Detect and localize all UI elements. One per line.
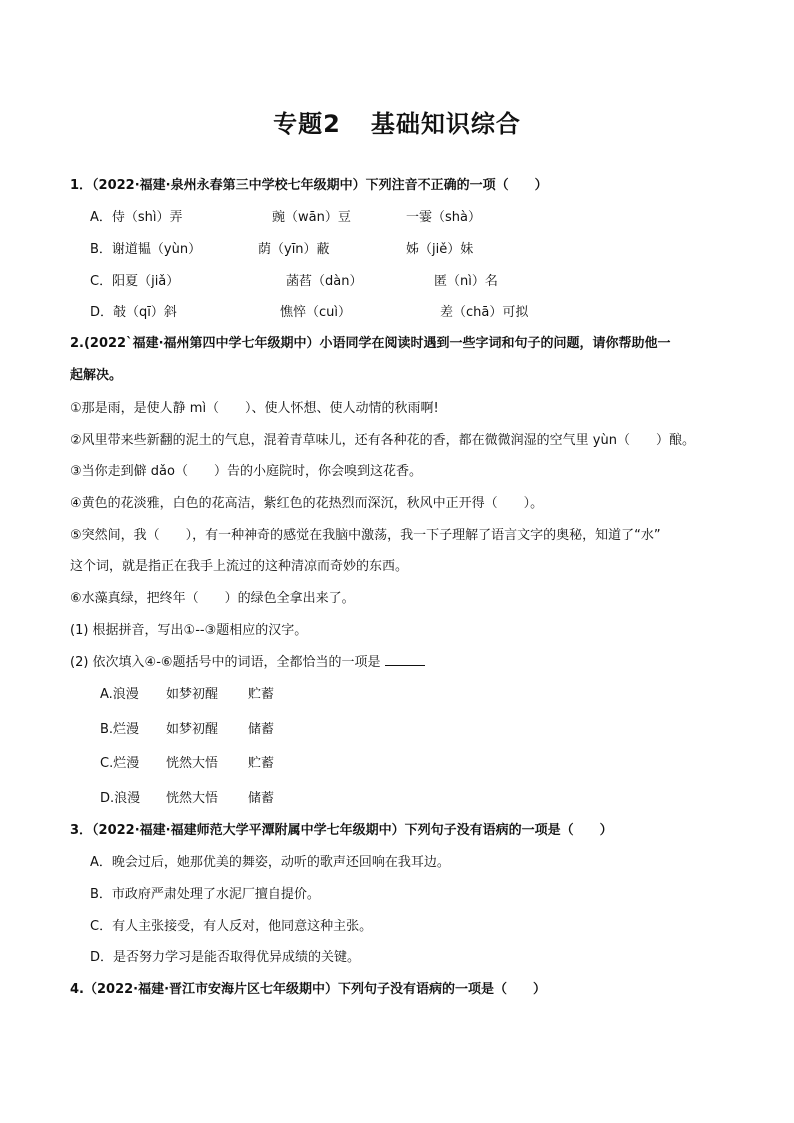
title-main: 专题2 (273, 110, 341, 138)
q1-option-c-1: C．阳夏（jiǎ） (90, 274, 180, 289)
q2-option-b-3: 储蓄 (248, 722, 275, 737)
q3-option-d: D．是否努力学习是能否取得优异成绩的关键。 (90, 950, 361, 965)
q2-item-5-cont: 这个词，就是指正在我手上流过的这种清凉而奇妙的东西。 (70, 559, 409, 574)
question-1-stem: 1．（2022·福建·泉州永春第三中学校七年级期中）下列注音不正确的一项（ ） (70, 178, 548, 193)
q2-item-6: ⑥水藻真绿，把终年（ ）的绿色全拿出来了。 (70, 591, 355, 606)
q2-subquestion-2 (70, 653, 425, 672)
q2-option-a-3: 贮蓄 (248, 687, 275, 702)
q1-option-b-3: 姊（jiě）妹 (406, 242, 474, 257)
q1-option-a-2: 豌（wān）豆 (272, 210, 351, 225)
q2-subquestion-1: (1) 根据拼音，写出①--③题相应的汉字。 (70, 623, 308, 638)
q2-option-b-2: 如梦初醒 (166, 722, 219, 737)
q2-option-d-2: 恍然大悟 (166, 791, 219, 806)
q1-option-b-2: 荫（yīn）蔽 (258, 242, 330, 257)
q2-option-d-1: D.浪漫 (100, 791, 141, 806)
q2-item-1: ①那是雨，是使人静 mì（ ）、使人怀想、使人动情的秋雨啊! (70, 401, 439, 416)
q1-option-b-1: B．谢道韫（yùn） (90, 242, 202, 257)
q2-option-d-3: 储蓄 (248, 791, 275, 806)
q2-option-a-2: 如梦初醒 (166, 687, 219, 702)
q3-option-c: C．有人主张接受，有人反对，他同意这种主张。 (90, 919, 373, 934)
q2-option-c-1: C.烂漫 (100, 756, 140, 771)
question-4-stem: 4.（2022·福建·晋江市安海片区七年级期中）下列句子没有语病的一项是（ ） (70, 982, 547, 997)
q2-item-2: ②风里带来些新翻的泥土的气息，混着青草味儿，还有各种花的香，都在微微润湿的空气里 yùn（ ）酿。 (70, 433, 695, 448)
question-2-stem-line1: 2.(2022`福建·福州第四中学七年级期中）小语同学在阅读时遇到一些字词和句子的问题，请你帮助他一 (70, 336, 671, 351)
q3-option-a: A．晚会过后，她那优美的舞姿，动听的歌声还回响在我耳边。 (90, 855, 450, 870)
title-sub: 基础知识综合 (370, 110, 521, 138)
q1-option-d-2: 憔悴（cuì） (280, 305, 351, 320)
q3-option-b: B．市政府严肃处理了水泥厂擅自提价。 (90, 887, 320, 902)
answer-blank (385, 653, 425, 666)
q2-option-a-1: A.浪漫 (100, 687, 139, 702)
q2-item-5: ⑤突然间，我（ ），有一种神奇的感觉在我脑中激荡，我一下子理解了语言文字的奥秘，知道了“水” (70, 528, 661, 543)
q1-option-d-3: 差（chā）可拟 (440, 305, 529, 320)
q1-option-a-3: 一霎（shà） (406, 210, 481, 225)
q1-option-c-2: 菡萏（dàn） (286, 274, 363, 289)
q1-option-d-1: D．攲（qī）斜 (90, 305, 177, 320)
q2-item-4: ④黄色的花淡雅，白色的花高洁，紫红色的花热烈而深沉，秋风中正开得（ ）。 (70, 496, 544, 511)
q1-option-a-1: A．侍（shì）弄 (90, 210, 183, 225)
q2-item-3: ③当你走到僻 dǎo（ ）告的小庭院时，你会嗅到这花香。 (70, 464, 422, 479)
q2-option-b-1: B.烂漫 (100, 722, 140, 737)
page-title (0, 104, 794, 139)
question-2-stem-line2: 起解决。 (70, 368, 123, 383)
q1-option-c-3: 匿（nì）名 (434, 274, 498, 289)
q2-option-c-3: 贮蓄 (248, 756, 275, 771)
q2-option-c-2: 恍然大悟 (166, 756, 219, 771)
question-3-stem: 3．（2022·福建·福建师范大学平潭附属中学七年级期中）下列句子没有语病的一项是（ ） (70, 823, 613, 838)
q2-subquestion-2-text: (2) 依次填入④-⑥题括号中的词语，全都恰当的一项是 (70, 655, 381, 670)
